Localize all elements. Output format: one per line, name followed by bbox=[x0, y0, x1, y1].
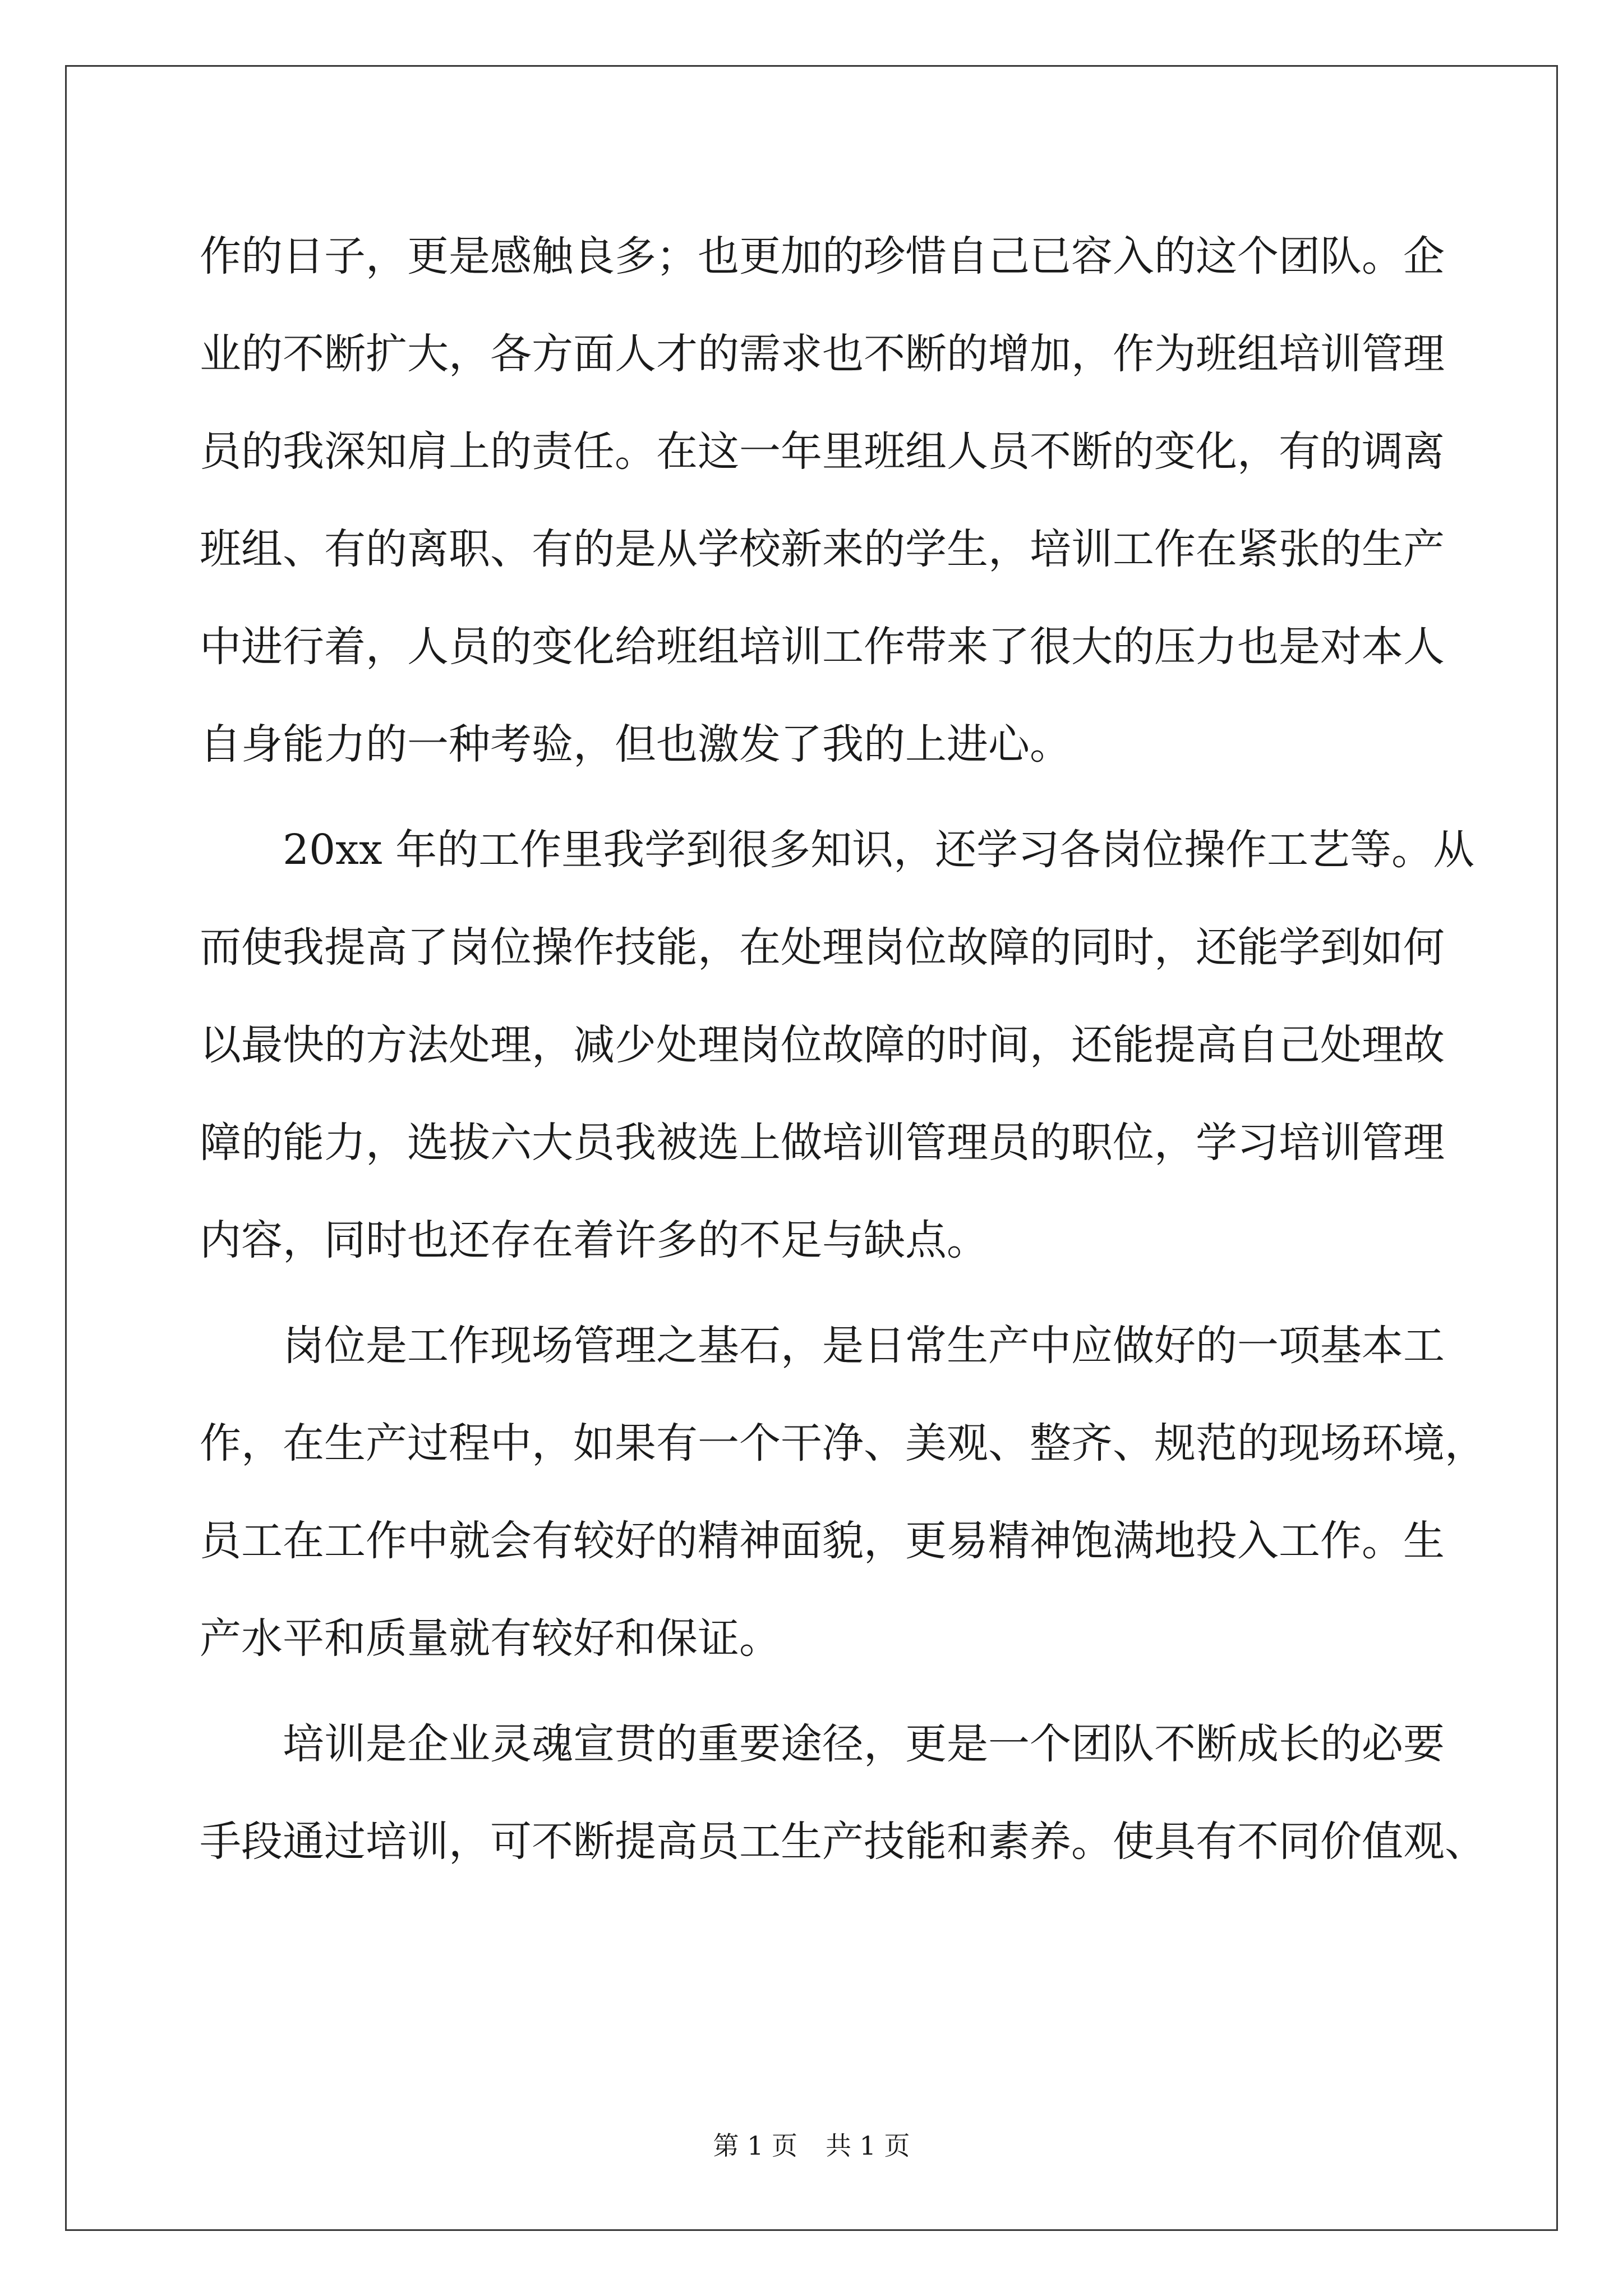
text-line: 作，在生产过程中，如果有一个干净、美观、整齐、规范的现场环境， bbox=[200, 1419, 1486, 1467]
document-body bbox=[200, 208, 1486, 1890]
text-line: 内容，同时也还存在着许多的不足与缺点。 bbox=[200, 1216, 988, 1264]
text-line: 而使我提高了岗位操作技能，在处理岗位故障的同时，还能学到如何 bbox=[200, 923, 1445, 972]
text-line: 以最快的方法处理，减少处理岗位故障的时间，还能提高自己处理故 bbox=[200, 1021, 1445, 1069]
text-line: 产水平和质量就有较好和保证。 bbox=[200, 1614, 781, 1663]
page-total: 共 1 页 bbox=[826, 2131, 910, 2161]
paragraph-1 bbox=[200, 208, 1450, 793]
text-line: 业的不断扩大，各方面人才的需求也不断的增加，作为班组培训管理 bbox=[200, 330, 1445, 378]
page-footer bbox=[0, 2129, 1623, 2162]
text-line: 作的日子，更是感触良多；也更加的珍惜自己已容入的这个团队。企 bbox=[200, 232, 1445, 280]
paragraph-3 bbox=[200, 1297, 1486, 1687]
paragraph-2 bbox=[200, 801, 1475, 1289]
text-line: 员的我深知肩上的责任。在这一年里班组人员不断的变化，有的调离 bbox=[200, 427, 1445, 476]
text-line: 手段通过培训，可不断提高员工生产技能和素养。使具有不同价值观、 bbox=[200, 1818, 1486, 1866]
text-line: 员工在工作中就会有较好的精神面貌，更易精神饱满地投入工作。生 bbox=[200, 1517, 1445, 1565]
text-line: 障的能力，选拔六大员我被选上做培训管理员的职位，学习培训管理 bbox=[200, 1119, 1445, 1167]
paragraph-4 bbox=[200, 1695, 1486, 1890]
text-line: 班组、有的离职、有的是从学校新来的学生，培训工作在紧张的生产 bbox=[200, 525, 1445, 573]
text-line: 培训是企业灵魂宣贯的重要途径，更是一个团队不断成长的必要 bbox=[283, 1720, 1445, 1768]
text-line: 20xx 年的工作里我学到很多知识，还学习各岗位操作工艺等。从 bbox=[283, 826, 1475, 874]
text-line: 自身能力的一种考验，但也激发了我的上进心。 bbox=[200, 720, 1071, 769]
text-line: 中进行着，人员的变化给班组培训工作带来了很大的压力也是对本人 bbox=[200, 623, 1445, 671]
text-line: 岗位是工作现场管理之基石，是日常生产中应做好的一项基本工 bbox=[283, 1322, 1445, 1370]
page-number: 第 1 页 bbox=[713, 2131, 797, 2161]
